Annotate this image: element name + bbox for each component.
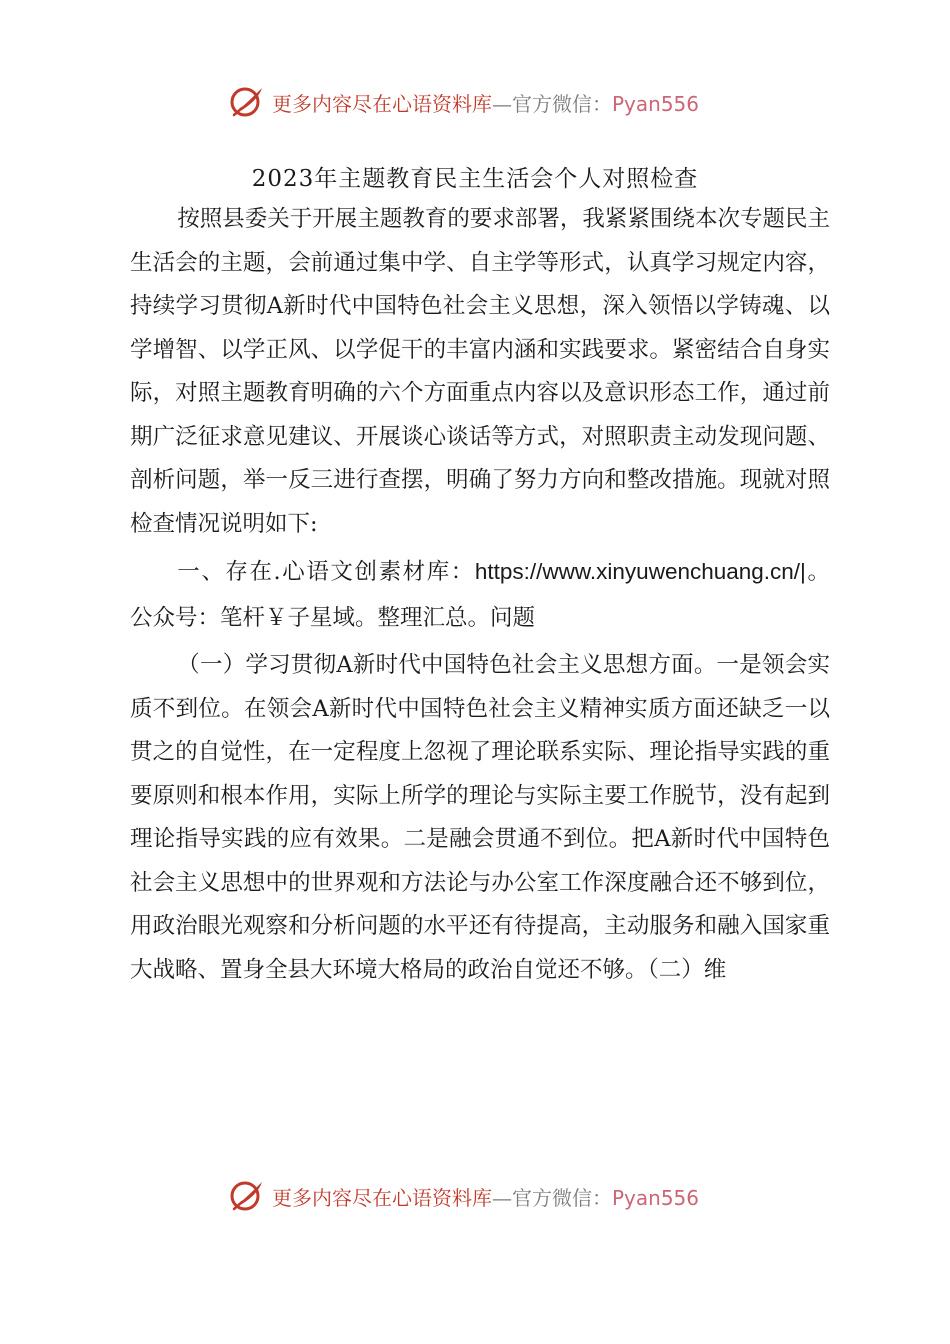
- section-1-heading-text: 一、存在.心语文创素材库：: [177, 559, 475, 585]
- watermark-official-label: 官方微信：: [512, 91, 612, 116]
- header-watermark: [228, 82, 748, 122]
- footer-watermark: [228, 1176, 748, 1216]
- watermark-wechat-id: Pyan556: [612, 1185, 700, 1210]
- quill-logo-icon: [228, 1176, 268, 1216]
- watermark-separator: —: [492, 1185, 512, 1210]
- watermark-brand: 更多内容尽在心语资料库: [272, 91, 492, 116]
- document-body: [130, 198, 830, 992]
- quill-logo-icon: [228, 82, 268, 122]
- document-title: 2023年主题教育民主生活会个人对照检查: [251, 166, 699, 192]
- subsection-1-paragraph: （一）学习贯彻A新时代中国特色社会主义思想方面。一是领会实质不到位。在领会A新时代中国特色社会主义精神实质方面还缺乏一以贯之的自觉性，在一定程度上忽视了理论联系实际、理论指导实践的重要原则和根本作用，实际上所学的理论与实际主要工作脱节，没有起到理论指导实践的应有效果。二是融会贯通不到位。把A新时代中国特色社会主义思想中的世界观和方法论与办公室工作深度融合还不够到位，用政治眼光观察和分析问题的水平还有待提高，主动服务和融入国家重大战略、置身全县大环境大格局的政治自觉还不够。（二）维: [130, 652, 830, 983]
- section-1-rest: 。公众号：笔杆￥子星域。整理汇总。问题: [130, 559, 830, 631]
- watermark-text: [272, 88, 699, 117]
- watermark-brand: 更多内容尽在心语资料库: [272, 1185, 492, 1210]
- watermark-wechat-id: Pyan556: [612, 91, 700, 116]
- intro-paragraph: 按照县委关于开展主题教育的要求部署，我紧紧围绕本次专题民主生活会的主题，会前通过集中学、自主学等形式，认真学习规定内容，持续学习贯彻A新时代中国特色社会主义思想，深入领悟以学铸魂、以学增智、以学正风、以学促干的丰富内涵和实践要求。紧密结合自身实际，对照主题教育明确的六个方面重点内容以及意识形态工作，通过前期广泛征求意见建议、开展谈心谈话等方式，对照职责主动发现问题、剖析问题，举一反三进行查摆，明确了努力方向和整改措施。现就对照检查情况说明如下:: [130, 206, 830, 537]
- section-1-url: https://www.xinyuwenchuang.cn/|: [474, 559, 806, 584]
- watermark-official-label: 官方微信：: [512, 1185, 612, 1210]
- watermark-text: [272, 1182, 699, 1211]
- watermark-separator: —: [492, 91, 512, 116]
- section-1-heading: [130, 549, 830, 641]
